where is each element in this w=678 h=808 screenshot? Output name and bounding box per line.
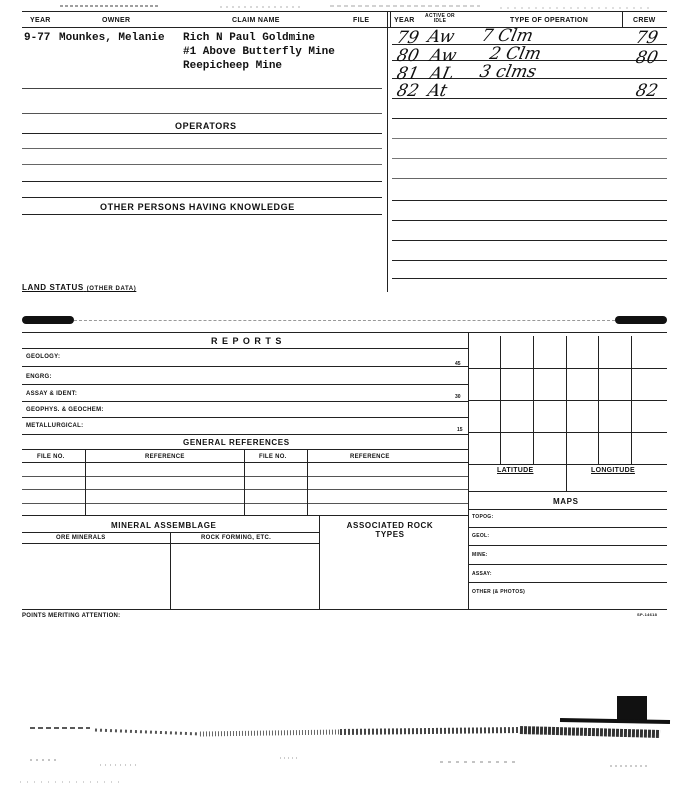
claim-1: Rich N Paul Goldmine — [183, 32, 316, 44]
genref-rule-4 — [22, 503, 468, 504]
grid-v-3 — [566, 336, 567, 491]
activity-year-3: 81 — [394, 64, 421, 84]
activity-year-4: 82 — [394, 81, 421, 101]
header-year: YEAR — [30, 17, 51, 24]
reports-rule-1 — [22, 366, 468, 367]
report-engrg: ENGRG: — [26, 374, 52, 380]
land-status-rule — [74, 320, 615, 321]
right-rule-11 — [392, 240, 667, 241]
scan-noise-bottom — [0, 690, 678, 808]
points-meriting-attention: POINTS MERITING ATTENTION: — [22, 613, 121, 619]
grid-h-1 — [468, 368, 667, 369]
mineral-col-divider — [170, 532, 171, 609]
right-rule-8 — [392, 178, 667, 179]
land-status-sublabel: (OTHER DATA) — [86, 286, 137, 292]
activity-operation-3: 3 clms — [477, 62, 539, 82]
report-assay: ASSAY & IDENT: — [26, 391, 78, 397]
rule-1 — [22, 88, 382, 89]
bottom-table-rule — [22, 609, 667, 610]
activity-status-4: At — [425, 81, 449, 101]
reports-rule-4 — [22, 417, 468, 418]
header-type-of-operation: TYPE OF OPERATION — [510, 17, 589, 24]
genref-heading-rule — [22, 449, 468, 450]
activity-status-3: AL — [427, 64, 456, 84]
report-geology: GEOLOGY: — [26, 354, 61, 360]
activity-crew-4: 82 — [633, 81, 660, 101]
claim-3: Reepicheep Mine — [183, 60, 283, 72]
report-number-45: 45 — [455, 361, 461, 367]
longitude-label: LONGITUDE — [591, 467, 635, 474]
header-year-2: YEAR — [394, 17, 415, 24]
other-persons-heading: OTHER PERSONS HAVING KNOWLEDGE — [100, 202, 295, 212]
grid-h-4 — [468, 464, 667, 465]
center-divider-a — [387, 12, 388, 292]
ore-minerals-col: ORE MINERALS — [56, 535, 106, 541]
genref-bottom-rule — [22, 515, 468, 516]
report-number-30: 30 — [455, 394, 461, 400]
maps-rule-1 — [468, 527, 667, 528]
header-crew: CREW — [633, 17, 656, 24]
general-references-heading: GENERAL REFERENCES — [183, 438, 290, 447]
report-number-15: 15 — [457, 427, 463, 433]
rule-2 — [22, 113, 382, 114]
rock-forming-col: ROCK FORMING, ETC. — [201, 535, 272, 541]
header-claim-name: CLAIM NAME — [232, 17, 280, 24]
activity-operation-1: 7 Clm — [479, 26, 535, 46]
activity-year-1: 79 — [394, 28, 421, 48]
report-metallurgical: METALLURGICAL: — [26, 423, 84, 429]
mineral-assemblage-heading: MINERAL ASSEMBLAGE — [111, 521, 217, 530]
reports-rule-5 — [22, 434, 468, 435]
claim-2: #1 Above Butterfly Mine — [183, 46, 335, 58]
center-divider-b — [390, 12, 391, 28]
top-border — [22, 11, 667, 12]
activity-crew-2: 80 — [633, 48, 660, 68]
header-underline — [22, 27, 667, 28]
right-rule-9 — [392, 200, 667, 201]
right-rule-7 — [392, 158, 667, 159]
genref-rule-1 — [22, 462, 468, 463]
operators-rule-2 — [22, 148, 382, 149]
reports-rule-2 — [22, 384, 468, 385]
land-status-heading — [22, 283, 136, 292]
maps-other: OTHER (& PHOTOS) — [472, 589, 526, 595]
scan-blot-right — [615, 316, 667, 324]
report-geophys: GEOPHYS. & GEOCHEM: — [26, 407, 104, 413]
other-persons-rule — [22, 214, 382, 215]
right-rule-13 — [392, 278, 667, 279]
scan-blot-left — [22, 316, 74, 324]
land-status-label: LAND STATUS — [22, 283, 84, 292]
grid-h-2 — [468, 400, 667, 401]
crew-divider — [622, 12, 623, 28]
genref-col-fileno-2: FILE NO. — [259, 454, 287, 460]
reports-top-border — [22, 332, 667, 333]
operators-rule-3 — [22, 164, 382, 165]
genref-rule-3 — [22, 489, 468, 490]
right-rule-12 — [392, 260, 667, 261]
reports-rule-3 — [22, 401, 468, 402]
genref-col-divider-2 — [244, 449, 245, 515]
activity-crew-1: 79 — [633, 28, 660, 48]
reports-heading: R E P O R T S — [211, 336, 283, 346]
activity-status-1: Aw — [425, 27, 457, 47]
header-file: FILE — [353, 17, 370, 24]
grid-h-3 — [468, 432, 667, 433]
right-rule-5 — [392, 118, 667, 119]
header-active-idle: ACTIVE OR IDLE — [425, 13, 455, 24]
operators-rule-1 — [22, 133, 382, 134]
rock-types-divider — [319, 515, 320, 609]
owner-entry-year: 9-77 — [24, 32, 51, 44]
header-owner: OWNER — [102, 17, 131, 24]
maps-topog: TOPOG: — [472, 514, 494, 520]
operators-heading: OPERATORS — [175, 121, 237, 131]
genref-col-fileno-1: FILE NO. — [37, 454, 65, 460]
genref-col-divider-1 — [85, 449, 86, 515]
genref-col-reference-1: REFERENCE — [145, 454, 185, 460]
owner-entry-owner: Mounkes, Melanie — [59, 32, 165, 44]
maps-rule-4 — [468, 582, 667, 583]
maps-assay: ASSAY: — [472, 571, 492, 577]
maps-heading: MAPS — [553, 497, 579, 506]
genref-col-reference-2: REFERENCE — [350, 454, 390, 460]
maps-rule-3 — [468, 564, 667, 565]
genref-rule-2 — [22, 476, 468, 477]
form-number: SP-14618 — [637, 612, 658, 617]
operators-rule-4 — [22, 181, 382, 182]
maps-mine: MINE: — [472, 552, 488, 558]
associated-rock-types-heading: ASSOCIATED ROCK TYPES — [346, 521, 434, 539]
activity-year-2: 80 — [394, 46, 421, 66]
latitude-label: LATITUDE — [497, 467, 534, 474]
right-rule-10 — [392, 220, 667, 221]
right-rule-6 — [392, 138, 667, 139]
maps-geol: GEOL: — [472, 533, 490, 539]
maps-top-rule — [468, 491, 667, 492]
maps-rule-2 — [468, 545, 667, 546]
activity-status-2: Aw — [427, 46, 459, 66]
operators-rule-5 — [22, 197, 382, 198]
genref-col-divider-3 — [307, 449, 308, 515]
grid-left-border — [468, 332, 469, 609]
maps-heading-rule — [468, 509, 667, 510]
activity-operation-2: 2 Clm — [487, 44, 543, 64]
reports-heading-rule — [22, 348, 468, 349]
